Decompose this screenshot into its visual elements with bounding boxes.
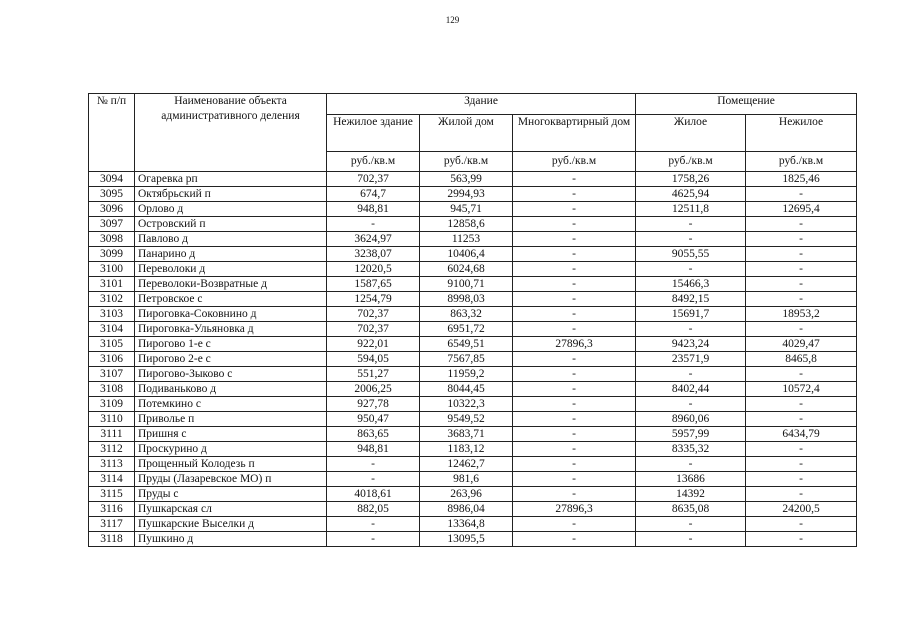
row-value: - bbox=[636, 232, 746, 247]
row-value: - bbox=[636, 532, 746, 547]
row-value: - bbox=[636, 367, 746, 382]
row-number: 3106 bbox=[89, 352, 135, 367]
header-unit: руб./кв.м bbox=[746, 152, 857, 172]
header-sub-apartment-building: Многоквартирный дом bbox=[513, 115, 636, 152]
header-building: Здание bbox=[327, 94, 636, 115]
header-unit: руб./кв.м bbox=[636, 152, 746, 172]
row-number: 3110 bbox=[89, 412, 135, 427]
table-row bbox=[89, 187, 857, 202]
row-name: Октябрьский п bbox=[135, 187, 327, 202]
row-number: 3108 bbox=[89, 382, 135, 397]
row-value: - bbox=[746, 367, 857, 382]
row-value: 863,32 bbox=[420, 307, 513, 322]
row-value: 1183,12 bbox=[420, 442, 513, 457]
header-unit: руб./кв.м bbox=[327, 152, 420, 172]
table-row bbox=[89, 487, 857, 502]
row-value: - bbox=[513, 232, 636, 247]
row-value: - bbox=[746, 187, 857, 202]
row-number: 3109 bbox=[89, 397, 135, 412]
row-number: 3101 bbox=[89, 277, 135, 292]
row-value: 15691,7 bbox=[636, 307, 746, 322]
row-value: 3624,97 bbox=[327, 232, 420, 247]
row-name: Прощенный Колодезь п bbox=[135, 457, 327, 472]
row-value: 12020,5 bbox=[327, 262, 420, 277]
row-value: 8465,8 bbox=[746, 352, 857, 367]
row-value: 12511,8 bbox=[636, 202, 746, 217]
row-value: - bbox=[746, 457, 857, 472]
row-value: 263,96 bbox=[420, 487, 513, 502]
row-value: 1758,26 bbox=[636, 172, 746, 187]
row-value: 594,05 bbox=[327, 352, 420, 367]
row-value: 6024,68 bbox=[420, 262, 513, 277]
row-value: 4029,47 bbox=[746, 337, 857, 352]
row-value: - bbox=[327, 217, 420, 232]
row-name: Пирогово 1-е с bbox=[135, 337, 327, 352]
table-row bbox=[89, 337, 857, 352]
row-number: 3118 bbox=[89, 532, 135, 547]
row-value: - bbox=[513, 217, 636, 232]
table-row bbox=[89, 322, 857, 337]
row-value: - bbox=[327, 457, 420, 472]
row-number: 3100 bbox=[89, 262, 135, 277]
row-number: 3105 bbox=[89, 337, 135, 352]
row-value: 12462,7 bbox=[420, 457, 513, 472]
row-value: 945,71 bbox=[420, 202, 513, 217]
row-value: 8998,03 bbox=[420, 292, 513, 307]
row-value: - bbox=[513, 412, 636, 427]
row-value: - bbox=[513, 247, 636, 262]
row-value: - bbox=[513, 367, 636, 382]
row-number: 3096 bbox=[89, 202, 135, 217]
row-value: 8492,15 bbox=[636, 292, 746, 307]
table-row bbox=[89, 532, 857, 547]
row-value: - bbox=[746, 472, 857, 487]
row-value: 27896,3 bbox=[513, 502, 636, 517]
row-value: 950,47 bbox=[327, 412, 420, 427]
row-value: 1587,65 bbox=[327, 277, 420, 292]
row-name: Пирогово 2-е с bbox=[135, 352, 327, 367]
row-value: 15466,3 bbox=[636, 277, 746, 292]
row-value: - bbox=[746, 442, 857, 457]
row-name: Переволоки д bbox=[135, 262, 327, 277]
row-value: - bbox=[636, 322, 746, 337]
row-value: 8960,06 bbox=[636, 412, 746, 427]
row-value: - bbox=[513, 202, 636, 217]
row-value: 2006,25 bbox=[327, 382, 420, 397]
table-row bbox=[89, 277, 857, 292]
row-value: - bbox=[327, 517, 420, 532]
row-value: - bbox=[513, 277, 636, 292]
row-value: 23571,9 bbox=[636, 352, 746, 367]
row-value: 2994,93 bbox=[420, 187, 513, 202]
row-number: 3104 bbox=[89, 322, 135, 337]
table-row bbox=[89, 442, 857, 457]
table-row bbox=[89, 472, 857, 487]
row-value: 1825,46 bbox=[746, 172, 857, 187]
row-number: 3115 bbox=[89, 487, 135, 502]
row-value: 5957,99 bbox=[636, 427, 746, 442]
header-unit: руб./кв.м bbox=[420, 152, 513, 172]
row-value: - bbox=[746, 262, 857, 277]
row-name: Приволье п bbox=[135, 412, 327, 427]
row-name: Потемкино с bbox=[135, 397, 327, 412]
row-value: - bbox=[746, 232, 857, 247]
row-name: Павлово д bbox=[135, 232, 327, 247]
row-value: - bbox=[513, 517, 636, 532]
row-value: - bbox=[746, 217, 857, 232]
row-value: - bbox=[636, 457, 746, 472]
table-row bbox=[89, 202, 857, 217]
row-value: 9549,52 bbox=[420, 412, 513, 427]
row-value: - bbox=[513, 397, 636, 412]
row-value: 8335,32 bbox=[636, 442, 746, 457]
tariff-table bbox=[88, 93, 857, 547]
row-value: 12695,4 bbox=[746, 202, 857, 217]
row-value: - bbox=[513, 352, 636, 367]
row-name: Пушкарская сл bbox=[135, 502, 327, 517]
row-value: 563,99 bbox=[420, 172, 513, 187]
row-value: 9423,24 bbox=[636, 337, 746, 352]
row-name: Петровское с bbox=[135, 292, 327, 307]
row-value: 551,27 bbox=[327, 367, 420, 382]
row-value: 981,6 bbox=[420, 472, 513, 487]
table-row bbox=[89, 232, 857, 247]
header-sub-nonresidential-building: Нежилое здание bbox=[327, 115, 420, 152]
row-number: 3097 bbox=[89, 217, 135, 232]
header-sub-nonresidential-premises: Нежилое bbox=[746, 115, 857, 152]
row-name: Пришня с bbox=[135, 427, 327, 442]
row-value: 702,37 bbox=[327, 172, 420, 187]
row-value: 702,37 bbox=[327, 322, 420, 337]
table-row bbox=[89, 262, 857, 277]
header-name: Наименование объекта административного деления bbox=[135, 94, 327, 172]
row-value: 10322,3 bbox=[420, 397, 513, 412]
header-num: № п/п bbox=[89, 94, 135, 172]
table-row bbox=[89, 397, 857, 412]
row-name: Пушкарские Выселки д bbox=[135, 517, 327, 532]
header-premises: Помещение bbox=[636, 94, 857, 115]
row-value: - bbox=[513, 322, 636, 337]
table-row bbox=[89, 457, 857, 472]
header-sub-residential-premises: Жилое bbox=[636, 115, 746, 152]
row-value: - bbox=[746, 412, 857, 427]
table-row bbox=[89, 292, 857, 307]
row-number: 3112 bbox=[89, 442, 135, 457]
table-row bbox=[89, 307, 857, 322]
row-value: - bbox=[636, 397, 746, 412]
row-name: Пруды (Лазаревское МО) п bbox=[135, 472, 327, 487]
row-name: Пироговка-Ульяновка д bbox=[135, 322, 327, 337]
row-name: Панарино д bbox=[135, 247, 327, 262]
row-name: Огаревка рп bbox=[135, 172, 327, 187]
table-row bbox=[89, 367, 857, 382]
table-row bbox=[89, 427, 857, 442]
row-name: Орлово д bbox=[135, 202, 327, 217]
row-value: - bbox=[513, 427, 636, 442]
row-number: 3114 bbox=[89, 472, 135, 487]
row-value: - bbox=[513, 532, 636, 547]
row-number: 3103 bbox=[89, 307, 135, 322]
row-value: 18953,2 bbox=[746, 307, 857, 322]
row-value: 927,78 bbox=[327, 397, 420, 412]
row-number: 3094 bbox=[89, 172, 135, 187]
row-name: Островский п bbox=[135, 217, 327, 232]
row-value: - bbox=[636, 217, 746, 232]
row-value: 27896,3 bbox=[513, 337, 636, 352]
table-row bbox=[89, 382, 857, 397]
row-number: 3098 bbox=[89, 232, 135, 247]
row-value: 14392 bbox=[636, 487, 746, 502]
row-value: 8986,04 bbox=[420, 502, 513, 517]
row-value: - bbox=[746, 277, 857, 292]
row-value: - bbox=[513, 262, 636, 277]
row-value: - bbox=[746, 247, 857, 262]
row-value: - bbox=[513, 472, 636, 487]
row-value: - bbox=[513, 172, 636, 187]
row-value: - bbox=[327, 532, 420, 547]
row-number: 3095 bbox=[89, 187, 135, 202]
row-value: 12858,6 bbox=[420, 217, 513, 232]
row-value: 3683,71 bbox=[420, 427, 513, 442]
row-value: 863,65 bbox=[327, 427, 420, 442]
row-value: 948,81 bbox=[327, 442, 420, 457]
row-value: - bbox=[746, 517, 857, 532]
row-name: Пруды с bbox=[135, 487, 327, 502]
table-row bbox=[89, 517, 857, 532]
row-number: 3111 bbox=[89, 427, 135, 442]
row-value: - bbox=[513, 292, 636, 307]
row-number: 3116 bbox=[89, 502, 135, 517]
row-number: 3099 bbox=[89, 247, 135, 262]
row-value: 8635,08 bbox=[636, 502, 746, 517]
row-value: 6549,51 bbox=[420, 337, 513, 352]
row-value: - bbox=[746, 292, 857, 307]
row-value: - bbox=[513, 457, 636, 472]
row-value: 10572,4 bbox=[746, 382, 857, 397]
row-value: 8402,44 bbox=[636, 382, 746, 397]
row-value: - bbox=[513, 307, 636, 322]
row-value: 7567,85 bbox=[420, 352, 513, 367]
row-value: - bbox=[327, 472, 420, 487]
row-value: - bbox=[513, 487, 636, 502]
table-row bbox=[89, 352, 857, 367]
table-row bbox=[89, 172, 857, 187]
table-row bbox=[89, 217, 857, 232]
row-value: 674,7 bbox=[327, 187, 420, 202]
row-value: - bbox=[513, 187, 636, 202]
row-value: 3238,07 bbox=[327, 247, 420, 262]
row-value: 10406,4 bbox=[420, 247, 513, 262]
row-value: 11253 bbox=[420, 232, 513, 247]
row-value: 24200,5 bbox=[746, 502, 857, 517]
row-value: 4018,61 bbox=[327, 487, 420, 502]
row-value: 1254,79 bbox=[327, 292, 420, 307]
row-name: Проскурино д bbox=[135, 442, 327, 457]
row-value: - bbox=[513, 442, 636, 457]
row-value: 8044,45 bbox=[420, 382, 513, 397]
row-name: Пироговка-Соковнино д bbox=[135, 307, 327, 322]
table-row bbox=[89, 412, 857, 427]
row-value: 13686 bbox=[636, 472, 746, 487]
row-value: 948,81 bbox=[327, 202, 420, 217]
row-value: 4625,94 bbox=[636, 187, 746, 202]
row-value: 6434,79 bbox=[746, 427, 857, 442]
row-value: 13364,8 bbox=[420, 517, 513, 532]
row-value: - bbox=[636, 262, 746, 277]
row-value: - bbox=[746, 532, 857, 547]
row-value: 702,37 bbox=[327, 307, 420, 322]
row-number: 3102 bbox=[89, 292, 135, 307]
row-value: - bbox=[636, 517, 746, 532]
row-value: 882,05 bbox=[327, 502, 420, 517]
row-name: Подиваньково д bbox=[135, 382, 327, 397]
row-value: 9055,55 bbox=[636, 247, 746, 262]
row-number: 3113 bbox=[89, 457, 135, 472]
row-value: - bbox=[746, 397, 857, 412]
row-value: - bbox=[746, 487, 857, 502]
table-row bbox=[89, 502, 857, 517]
page-number: 129 bbox=[445, 15, 460, 25]
row-number: 3107 bbox=[89, 367, 135, 382]
row-value: 13095,5 bbox=[420, 532, 513, 547]
row-value: - bbox=[513, 382, 636, 397]
row-number: 3117 bbox=[89, 517, 135, 532]
row-value: - bbox=[746, 322, 857, 337]
header-unit: руб./кв.м bbox=[513, 152, 636, 172]
row-name: Пушкино д bbox=[135, 532, 327, 547]
row-value: 922,01 bbox=[327, 337, 420, 352]
row-name: Пирогово-Зыково с bbox=[135, 367, 327, 382]
row-value: 9100,71 bbox=[420, 277, 513, 292]
row-value: 6951,72 bbox=[420, 322, 513, 337]
row-value: 11959,2 bbox=[420, 367, 513, 382]
table-row bbox=[89, 247, 857, 262]
row-name: Переволоки-Возвратные д bbox=[135, 277, 327, 292]
header-sub-residential-house: Жилой дом bbox=[420, 115, 513, 152]
